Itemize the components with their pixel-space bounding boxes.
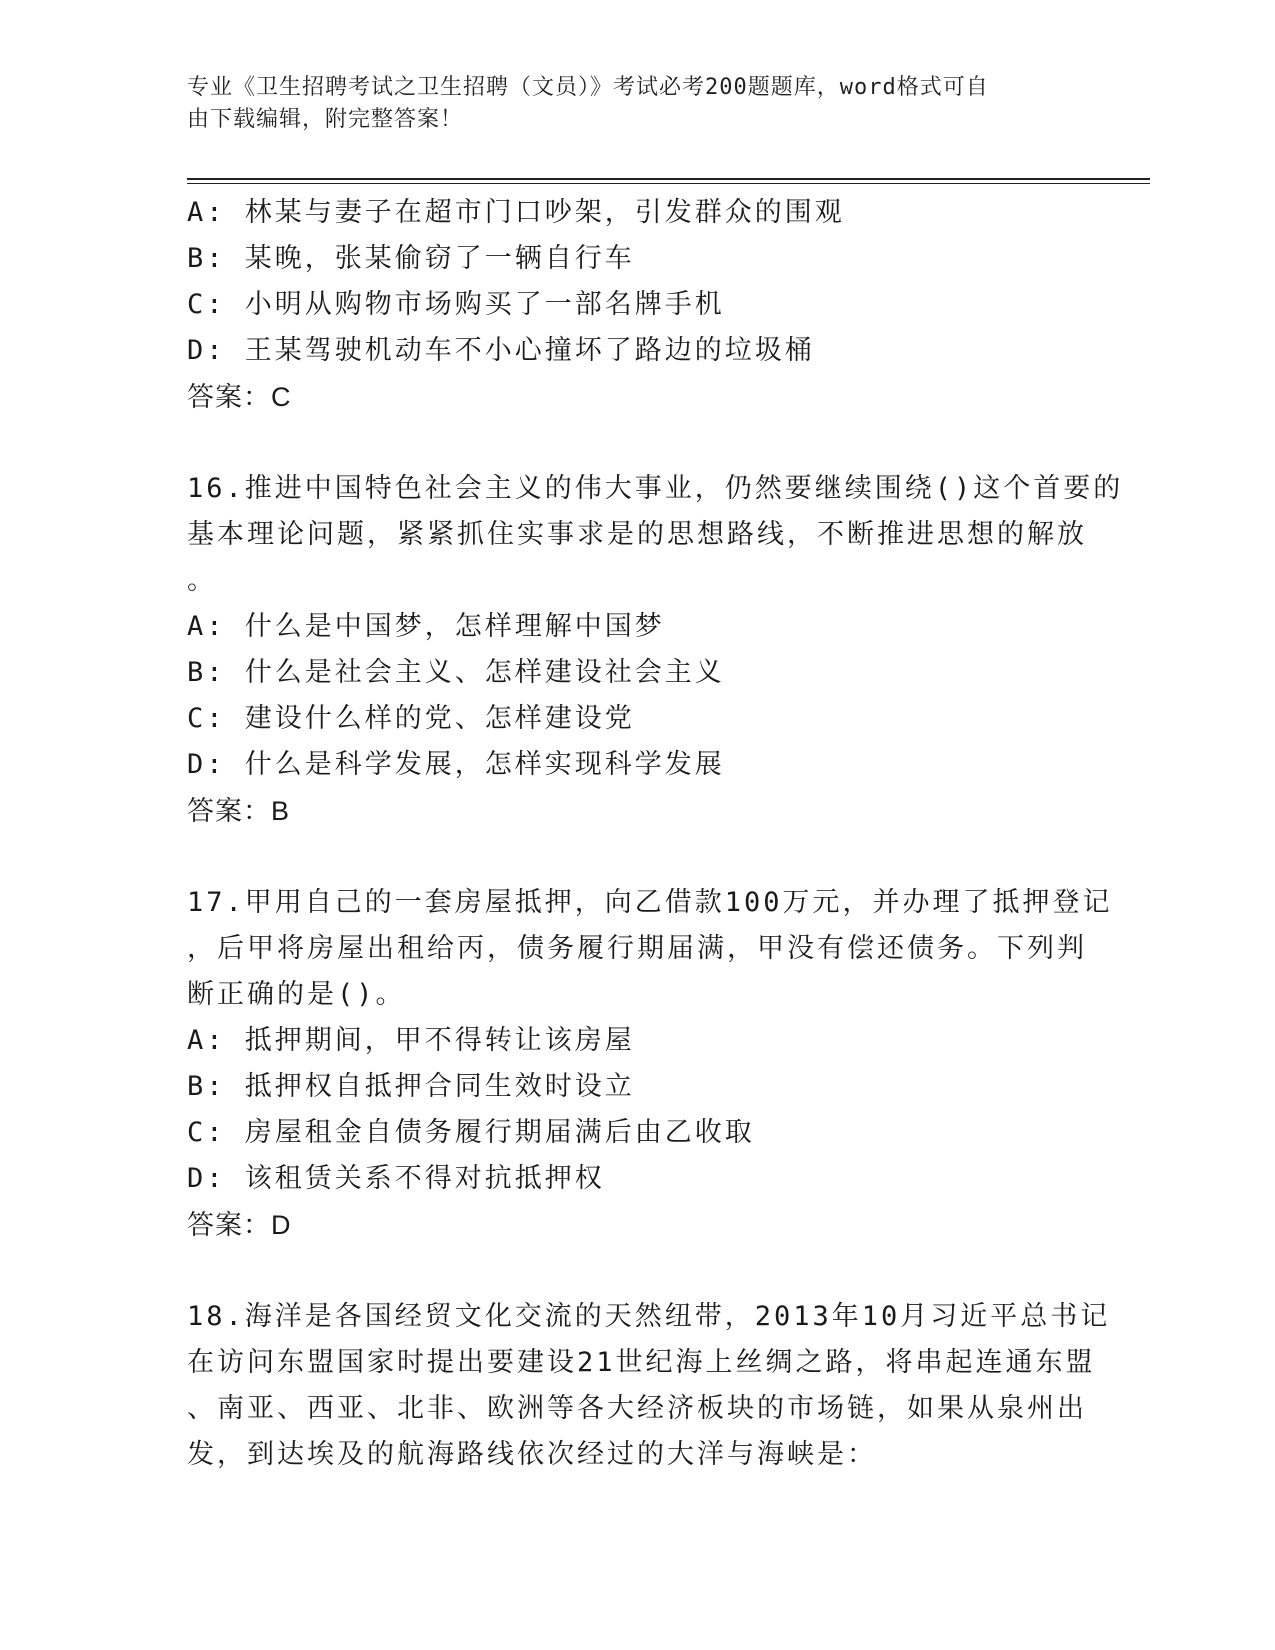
option-d: D: 什么是科学发展，怎样实现科学发展 <box>187 749 725 780</box>
answer-line: 答案：B <box>187 796 291 826</box>
spacer <box>187 834 1087 880</box>
question-stem-line: 断正确的是()。 <box>187 979 406 1010</box>
option-c: C: 房屋租金自债务履行期届满后由乙收取 <box>187 1117 755 1148</box>
document-header <box>187 72 1067 136</box>
spacer <box>187 420 1087 466</box>
option-a: A: 林某与妻子在超市门口吵架，引发群众的围观 <box>187 197 845 228</box>
spacer <box>187 1248 1087 1294</box>
option-d: D: 该租赁关系不得对抗抵押权 <box>187 1163 605 1194</box>
question-content <box>187 190 1124 1478</box>
option-d: D: 王某驾驶机动车不小心撞坏了路边的垃圾桶 <box>187 335 815 366</box>
option-a: A: 抵押期间，甲不得转让该房屋 <box>187 1025 635 1056</box>
question-stem-line: 。 <box>187 565 217 596</box>
question-17 <box>187 880 1113 1248</box>
header-line-1: 专业《卫生招聘考试之卫生招聘（文员）》考试必考200题题库，word格式可自 <box>187 75 989 100</box>
option-b: B: 某晚，张某偷窃了一辆自行车 <box>187 243 635 274</box>
question-15 <box>187 190 1087 420</box>
header-line-2: 由下载编辑，附完整答案！ <box>187 107 464 132</box>
option-c: C: 建设什么样的党、怎样建设党 <box>187 703 635 734</box>
header-divider-thin <box>187 183 1150 184</box>
answer-line: 答案：D <box>187 1210 292 1240</box>
question-stem-line: 18.海洋是各国经贸文化交流的天然纽带，2013年10月习近平总书记 <box>187 1301 1111 1332</box>
question-stem-line: 发，到达埃及的航海路线依次经过的大洋与海峡是： <box>187 1439 877 1470</box>
header-divider <box>187 178 1150 180</box>
question-stem-line: 、南亚、西亚、北非、欧洲等各大经济板块的市场链，如果从泉州出 <box>187 1393 1087 1424</box>
question-stem-line: ，后甲将房屋出租给丙，债务履行期届满，甲没有偿还债务。下列判 <box>187 933 1087 964</box>
question-16 <box>187 466 1124 834</box>
question-stem-line: 在访问东盟国家时提出要建设21世纪海上丝绸之路，将串起连通东盟 <box>187 1347 1096 1378</box>
option-b: B: 抵押权自抵押合同生效时设立 <box>187 1071 635 1102</box>
question-stem-line: 17.甲用自己的一套房屋抵押，向乙借款100万元，并办理了抵押登记 <box>187 887 1113 918</box>
option-a: A: 什么是中国梦，怎样理解中国梦 <box>187 611 665 642</box>
question-stem-line: 16.推进中国特色社会主义的伟大事业，仍然要继续围绕()这个首要的 <box>187 473 1124 504</box>
answer-line: 答案：C <box>187 382 292 412</box>
question-stem-line: 基本理论问题，紧紧抓住实事求是的思想路线，不断推进思想的解放 <box>187 519 1087 550</box>
option-b: B: 什么是社会主义、怎样建设社会主义 <box>187 657 725 688</box>
question-18 <box>187 1294 1111 1478</box>
option-c: C: 小明从购物市场购买了一部名牌手机 <box>187 289 725 320</box>
